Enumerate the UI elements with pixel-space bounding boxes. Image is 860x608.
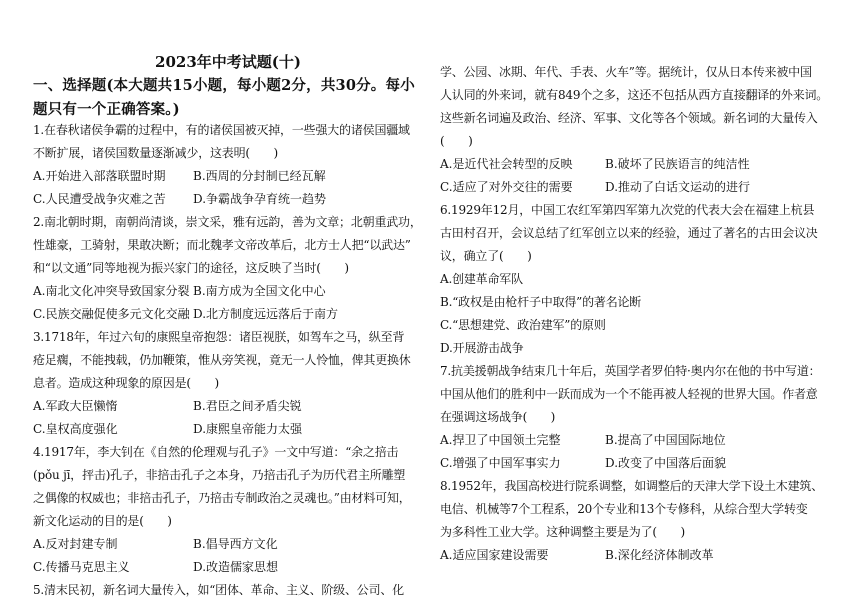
answer-options-row — [33, 533, 423, 556]
answer-options-row — [33, 280, 423, 303]
question-text-line: 5.清末民初，新名词大量传入，如“团体、革命、主义、阶级、公司、化 — [33, 583, 404, 597]
answer-option: C.皇权高度强化 — [33, 422, 118, 436]
answer-option: A.开始进入部落联盟时期 — [33, 169, 166, 183]
question-text-line: 在强调这场战争( ) — [440, 410, 556, 424]
answer-option: C.人民遭受战争灾难之苦 — [33, 192, 166, 206]
answer-options-row — [440, 176, 835, 199]
section-heading-line: 题只有一个正确答案。) — [33, 101, 180, 118]
answer-option: C.民族交融促使多元文化交融 — [33, 307, 190, 321]
section-heading-line: 一、选择题(本大题共15小题，每小题2分，共30分。每小 — [33, 77, 415, 94]
exam-title: 2023年中考试题(十) — [155, 53, 301, 71]
question-text-line: 6.1929年12月，中国工农红军第四军第九次党的代表大会在福建上杭县 — [440, 203, 815, 217]
question-text-line: 电信、机械等7个工程系，20个专业和13个专修科，从综合型大学转变 — [440, 502, 808, 516]
answer-option: B.倡导西方文化 — [193, 537, 278, 551]
question-text-line: 1.在春秋诸侯争霸的过程中，有的诸侯国被灭掉，一些强大的诸侯国疆域 — [33, 123, 410, 137]
answer-option: D.推动了白话文运动的进行 — [605, 180, 751, 194]
answer-options-row — [440, 544, 835, 567]
section-heading — [33, 74, 423, 122]
answer-options-row — [33, 556, 423, 579]
answer-option: D.改造儒家思想 — [193, 560, 279, 574]
question-text-line: 新文化运动的目的是( ) — [33, 514, 172, 528]
question-text-line: 性雄豪，工骑射，果敢决断；而北魏孝文帝改革后，北方士人把“以武达” — [33, 238, 411, 252]
answer-options-row — [33, 395, 423, 418]
question-text-line: 古田村召开，会议总结了红军创立以来的经验，通过了著名的古田会议决 — [440, 226, 818, 240]
question-text-line: B.“政权是由枪杆子中取得”的著名论断 — [440, 295, 642, 309]
question-text-line: C.“思想建党、政治建军”的原则 — [440, 318, 606, 332]
answer-option: C.传播马克思主义 — [33, 560, 130, 574]
question-text-line: 3.1718年，年过六旬的康熙皇帝抱怨：诸臣视朕，如驾车之马，纵至背 — [33, 330, 405, 344]
question-text-line: 这些新名词遍及政治、经济、军事、文化等各个领域。新名词的大量传入 — [440, 111, 818, 125]
question-text-line: 学、公园、冰期、年代、手表、火车”等。据统计，仅从日本传来被中国 — [440, 65, 812, 79]
question-text-line: 8.1952年，我国高校进行院系调整，如调整后的天津大学下设土木建筑、 — [440, 479, 823, 493]
answer-option: C.适应了对外交往的需要 — [440, 180, 573, 194]
answer-options-row — [33, 188, 423, 211]
question-text-line: 人认同的外来词，就有849个之多，这还不包括从西方直接翻译的外来词。 — [440, 88, 829, 102]
answer-option: B.深化经济体制改革 — [605, 548, 714, 562]
question-text-line: 为多科性工业大学。这种调整主要是为了( ) — [440, 525, 685, 539]
answer-option: D.争霸战争孕育统一趋势 — [193, 192, 327, 206]
question-text-line: D.开展游击战争 — [440, 341, 524, 355]
answer-options-row — [440, 153, 835, 176]
answer-options-row — [33, 418, 423, 441]
left-question-lines — [33, 119, 423, 602]
answer-options-row — [440, 452, 835, 475]
question-text-line: 息者。造成这种现象的原因是( ) — [33, 376, 219, 390]
question-text-line: 疮足瘸，不能拽载，仍加鞭策，惟从旁笑视，竟无一人怜恤，俾其更换休 — [33, 353, 411, 367]
question-text-line: A.创建革命军队 — [440, 272, 523, 286]
right-question-lines — [440, 61, 835, 567]
question-text-line: 议，确立了( ) — [440, 249, 532, 263]
answer-option: A.南北文化冲突导致国家分裂 — [33, 284, 190, 298]
question-text-line: 7.抗美援朝战争结束几十年后，英国学者罗伯特·奥内尔在他的书中写道： — [440, 364, 821, 378]
question-text-line: (pǒu jī，抨击)孔子，非掊击孔子之本身，乃掊击孔子为历代君主所雕塑 — [33, 468, 406, 482]
answer-option: A.捍卫了中国领土完整 — [440, 433, 561, 447]
question-text-line: 不断扩展，诸侯国数量逐渐减少，这表明( ) — [33, 146, 278, 160]
answer-option: B.破坏了民族语言的纯洁性 — [605, 157, 750, 171]
answer-option: C.增强了中国军事实力 — [440, 456, 561, 470]
question-text-line: 之偶像的权威也；非掊击孔子，乃掊击专制政治之灵魂也。”由材料可知， — [33, 491, 411, 505]
answer-option: A.反对封建专制 — [33, 537, 118, 551]
answer-option: A.适应国家建设需要 — [440, 548, 549, 562]
question-text-line: ( ) — [440, 134, 473, 148]
answer-option: A.是近代社会转型的反映 — [440, 157, 573, 171]
question-text-line: 中国从他们的胜利中一跃而成为一个不能再被人轻视的世界大国。作者意 — [440, 387, 818, 401]
answer-option: D.北方制度远远落后于南方 — [193, 307, 339, 321]
answer-options-row — [33, 165, 423, 188]
question-text-line: 2.南北朝时期，南朝尚清谈，崇文采，雅有远韵，善为文章；北朝重武功， — [33, 215, 422, 229]
question-text-line: 和“以文通”同等地视为振兴家门的途径，这反映了当时( ) — [33, 261, 349, 275]
answer-option: B.君臣之间矛盾尖锐 — [193, 399, 302, 413]
answer-option: A.军政大臣懒惰 — [33, 399, 118, 413]
answer-options-row — [33, 303, 423, 326]
answer-options-row — [440, 429, 835, 452]
answer-option: B.提高了中国国际地位 — [605, 433, 726, 447]
question-text-line: 4.1917年，李大钊在《自然的伦理观与孔子》一文中写道：“余之掊击 — [33, 445, 399, 459]
answer-option: D.康熙皇帝能力太强 — [193, 422, 303, 436]
answer-option: B.西周的分封制已经瓦解 — [193, 169, 326, 183]
answer-option: D.改变了中国落后面貌 — [605, 456, 727, 470]
answer-option: B.南方成为全国文化中心 — [193, 284, 326, 298]
